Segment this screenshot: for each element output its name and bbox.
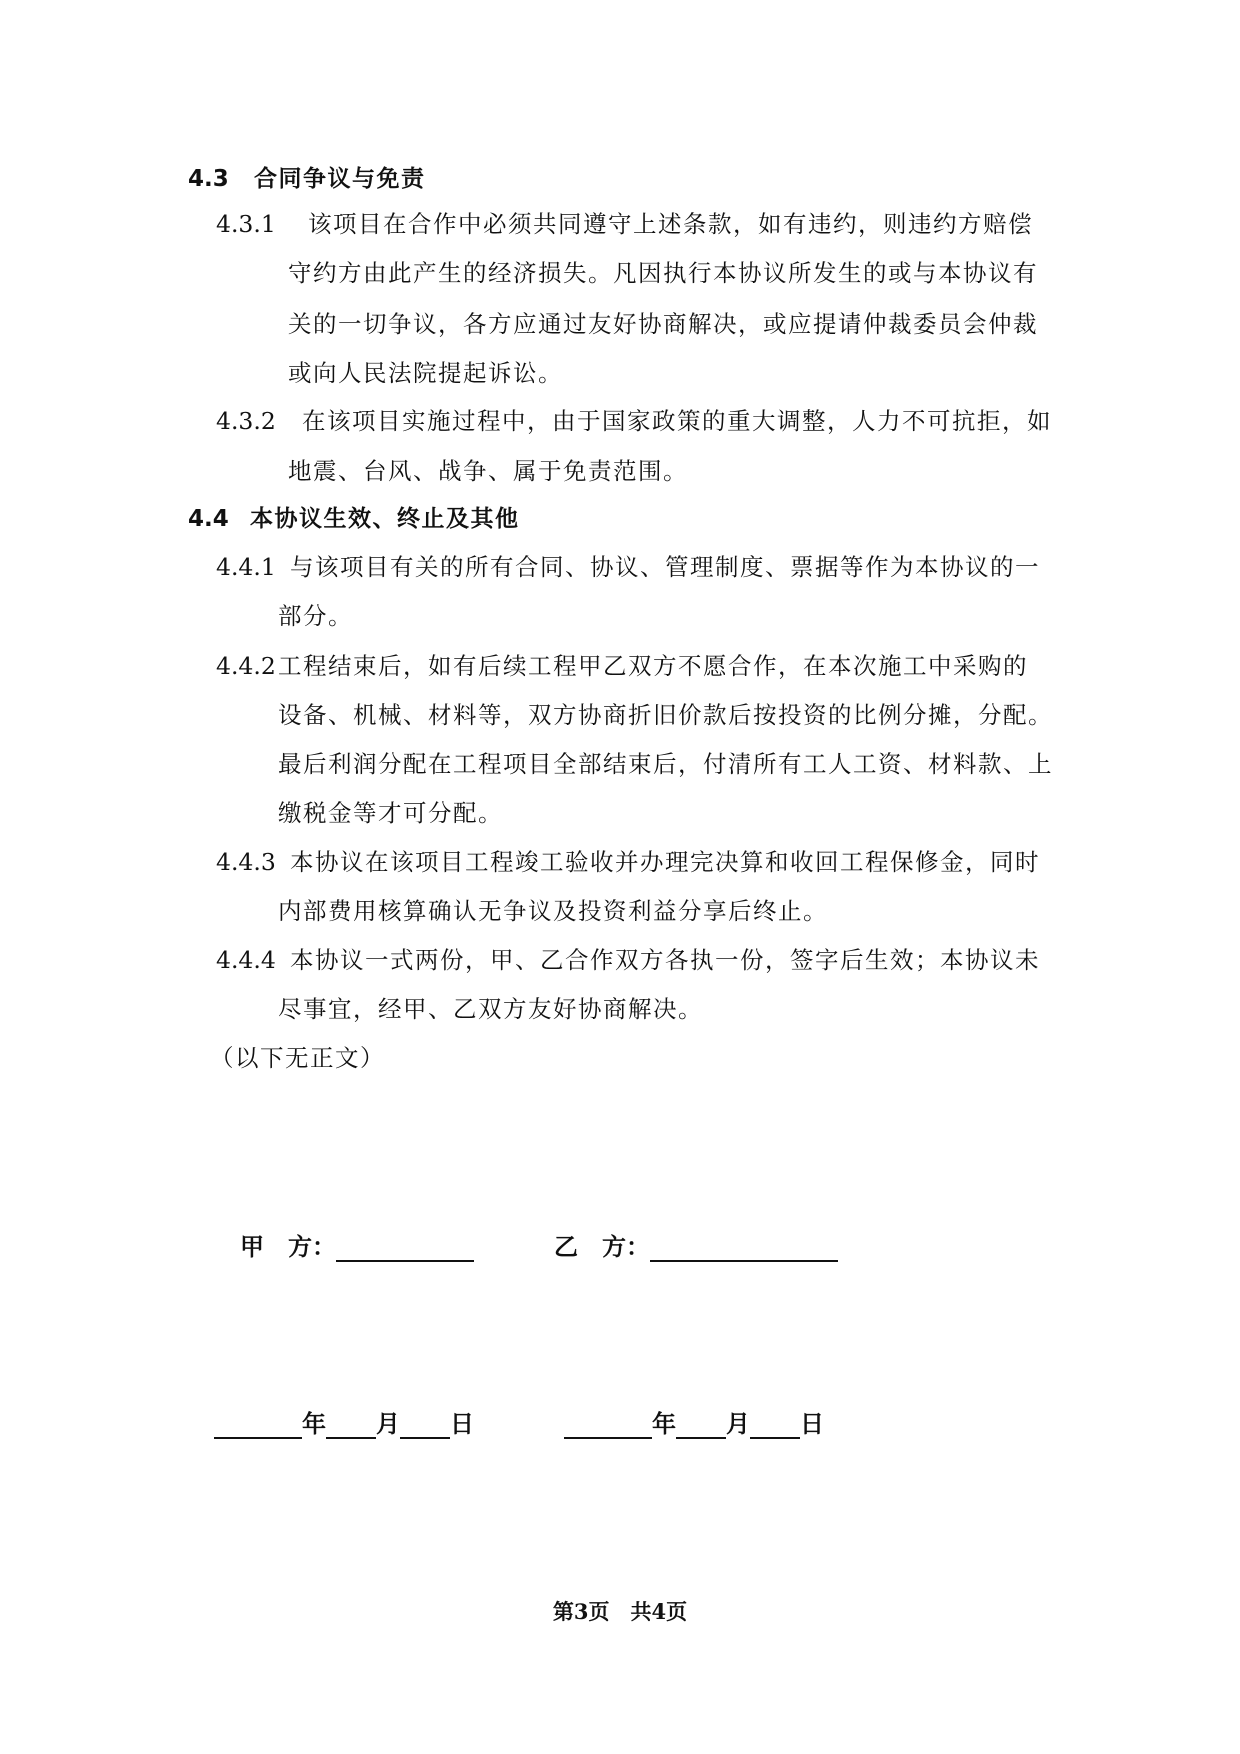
clause-number: 4.4.2 xyxy=(216,652,276,680)
month-blank[interactable] xyxy=(326,1411,376,1439)
year-label: 年 xyxy=(652,1410,676,1438)
party-b-date xyxy=(564,1409,824,1439)
clause-4-4-2-line-2: 设备、机械、材料等，双方协商折旧价款后按投资的比例分摊，分配。 xyxy=(278,701,1053,729)
day-blank[interactable] xyxy=(750,1411,800,1439)
end-of-text-note: （以下无正文） xyxy=(210,1044,385,1072)
clause-4-4-3-line-1 xyxy=(216,847,1040,877)
party-b-signature-line[interactable] xyxy=(650,1234,838,1262)
clause-4-3-1-line-2: 守约方由此产生的经济损失。凡因执行本协议所发生的或与本协议有 xyxy=(288,259,1038,287)
section-heading-4-3 xyxy=(188,164,426,194)
day-label: 日 xyxy=(800,1410,824,1438)
year-label: 年 xyxy=(302,1410,326,1438)
page-number-footer: 第3页 共4页 xyxy=(552,1599,688,1624)
party-a-signature xyxy=(240,1232,474,1262)
clause-4-4-1-line-2: 部分。 xyxy=(278,602,353,630)
clause-4-4-4-line-2: 尽事宜，经甲、乙双方友好协商解决。 xyxy=(278,995,703,1023)
month-label: 月 xyxy=(726,1410,750,1438)
day-label: 日 xyxy=(450,1410,474,1438)
party-a-signature-line[interactable] xyxy=(336,1234,474,1262)
clause-4-4-3-line-2: 内部费用核算确认无争议及投资利益分享后终止。 xyxy=(278,897,828,925)
clause-number: 4.3.1 xyxy=(216,210,276,238)
clause-4-3-2-line-1 xyxy=(216,406,1052,436)
clause-4-4-2-line-3: 最后利润分配在工程项目全部结束后，付清所有工人工资、材料款、上 xyxy=(278,750,1053,778)
clause-text: 本协议一式两份，甲、乙合作双方各执一份，签字后生效；本协议未 xyxy=(290,946,1040,974)
party-a-label: 甲 方： xyxy=(240,1233,336,1261)
clause-text: 本协议在该项目工程竣工验收并办理完决算和收回工程保修金，同时 xyxy=(290,848,1040,876)
clause-number: 4.4.1 xyxy=(216,553,276,581)
section-number: 4.4 xyxy=(188,506,229,532)
party-a-date xyxy=(214,1409,474,1439)
clause-4-4-1-line-1 xyxy=(216,552,1040,582)
clause-text: 工程结束后，如有后续工程甲乙双方不愿合作，在本次施工中采购的 xyxy=(278,652,1028,680)
month-blank[interactable] xyxy=(676,1411,726,1439)
party-b-signature xyxy=(554,1232,838,1262)
clause-4-4-2-line-1 xyxy=(216,651,1028,681)
clause-4-3-1-line-1 xyxy=(216,209,1033,239)
section-title: 合同争议与免责 xyxy=(254,166,426,192)
clause-text: 在该项目实施过程中，由于国家政策的重大调整，人力不可抗拒，如 xyxy=(302,407,1052,435)
year-blank[interactable] xyxy=(564,1411,652,1439)
section-heading-4-4 xyxy=(188,504,520,534)
clause-text: 该项目在合作中必须共同遵守上述条款，如有违约，则违约方赔偿 xyxy=(308,210,1033,238)
clause-4-4-2-line-4: 缴税金等才可分配。 xyxy=(278,799,503,827)
clause-number: 4.4.3 xyxy=(216,848,276,876)
year-blank[interactable] xyxy=(214,1411,302,1439)
day-blank[interactable] xyxy=(400,1411,450,1439)
clause-number: 4.4.4 xyxy=(216,946,276,974)
party-b-label: 乙 方： xyxy=(554,1233,650,1261)
month-label: 月 xyxy=(376,1410,400,1438)
section-title: 本协议生效、终止及其他 xyxy=(250,506,520,532)
section-number: 4.3 xyxy=(188,166,229,192)
clause-number: 4.3.2 xyxy=(216,407,276,435)
clause-4-3-2-line-2: 地震、台风、战争、属于免责范围。 xyxy=(288,457,688,485)
clause-4-3-1-line-3: 关的一切争议，各方应通过友好协商解决，或应提请仲裁委员会仲裁 xyxy=(288,310,1038,338)
clause-text: 与该项目有关的所有合同、协议、管理制度、票据等作为本协议的一 xyxy=(290,553,1040,581)
clause-4-4-4-line-1 xyxy=(216,945,1040,975)
clause-4-3-1-line-4: 或向人民法院提起诉讼。 xyxy=(288,359,563,387)
